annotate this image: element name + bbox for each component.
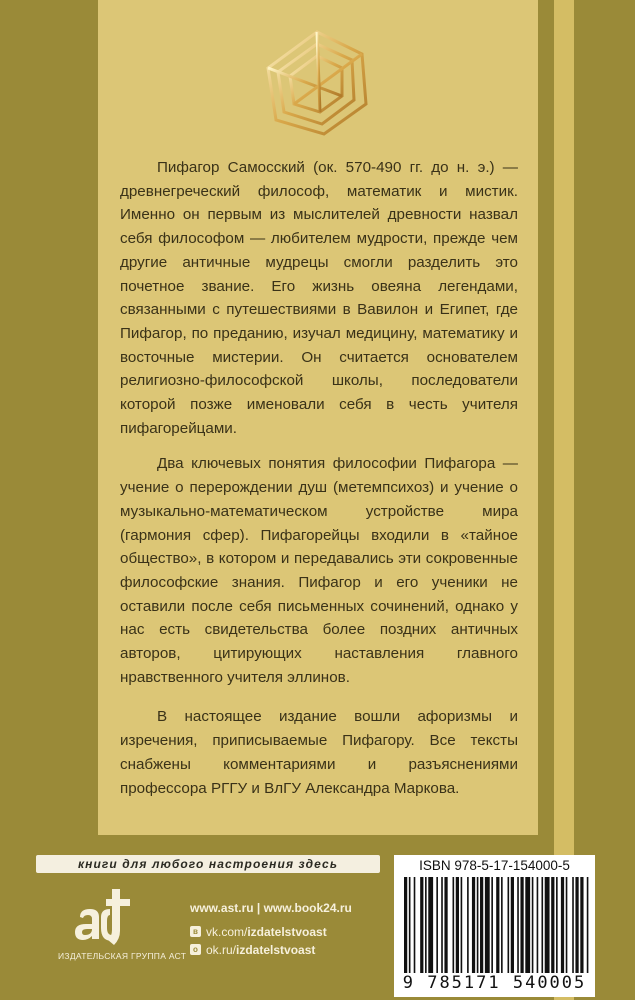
barcode-bar [472, 877, 475, 973]
barcode-bar [517, 877, 519, 973]
barcode-bar [444, 877, 447, 973]
barcode-bar [425, 877, 427, 973]
paragraph-edition: В настоящее издание вошли афоризмы и изречения, приписываемые Пифагору. Все тексты снабжены комментариями и разъяснениями профессора РГГУ и ВлГУ Александра Маркова. [120, 708, 518, 797]
barcode-bar [537, 877, 539, 973]
ok-link[interactable]: о ok.ru/izdatelstvoast [190, 943, 315, 957]
barcode-bar [541, 877, 543, 973]
website-links[interactable]: www.ast.ru | www.book24.ru [190, 901, 352, 915]
barcode-bar [409, 877, 411, 973]
barcode-bar [511, 877, 514, 973]
barcode-bar [551, 877, 554, 973]
barcode-number: 9 785171 540005 [402, 973, 587, 993]
barcode-bar [453, 877, 455, 973]
barcode-bars [404, 877, 590, 973]
barcode-bar [572, 877, 574, 973]
barcode-bar [556, 877, 558, 973]
slogan-bar: книги для любого настроения здесь [36, 855, 380, 873]
barcode-bar [580, 877, 583, 973]
ok-icon: о [190, 944, 201, 955]
barcode-bar [561, 877, 564, 973]
barcode-bar [525, 877, 530, 973]
barcode-bar [428, 877, 433, 973]
barcode-bar [575, 877, 578, 973]
barcode-bar [404, 877, 407, 973]
vk-link[interactable]: в vk.com/izdatelstvoast [190, 925, 327, 939]
barcode-bar [414, 877, 416, 973]
geometric-emblem-icon [262, 28, 372, 138]
barcode-bar [485, 877, 490, 973]
publisher-caption: ИЗДАТЕЛЬСКАЯ ГРУППА АСТ [58, 951, 187, 961]
barcode-bar [532, 877, 534, 973]
barcode-bar [491, 877, 493, 973]
barcode-bar [477, 877, 479, 973]
paragraph-bio: Пифагор Самосский (ок. 570-490 гг. до н. э.) — древнегреческий философ, математик и мистик. Именно он первым из мыслителей древности назвал себя философом — любителем мудрости, прежде чем другие античные мудрецы смогли разделить это почетное звание. Его жизнь овеяна легендами, связанными с путешествиями в Вавилон и Египет, где Пифагор, по преданию, изучал медицину, математику и восточные мистерии. Он считается основателем религиозно-философской школы, последователи которой позже именовали себя в честь учителя пифагорейцами. [120, 159, 518, 437]
barcode-bar [566, 877, 568, 973]
vk-icon: в [190, 926, 201, 937]
barcode-bar [508, 877, 510, 973]
barcode-bar [456, 877, 459, 973]
barcode-bar [480, 877, 483, 973]
barcode-box [394, 855, 595, 997]
footer [0, 848, 635, 1000]
description-text [120, 156, 518, 800]
paragraph-concepts: Два ключевых понятия философии Пифагора — учение о перерождении душ (метемпсихоз) и учение о музыкально-математическом устройстве мира (гармония сфер). Пифагорейцы входили в «тайное общество», в котором и передавались эти сокровенные философские знания. Пифагор и его ученики не оставили после себя письменных сочинений, однако у нас есть свидетельства более поздних античных авторов, цитирующих наставления главного нравственного учителя эллинов. [120, 455, 518, 686]
isbn-label: ISBN 978-5-17-154000-5 [419, 858, 570, 873]
barcode-bar [467, 877, 469, 973]
barcode-bar [501, 877, 503, 973]
barcode-bar [520, 877, 523, 973]
barcode-bar [441, 877, 443, 973]
barcode-bar [420, 877, 423, 973]
barcode-bar [587, 877, 589, 973]
barcode-bar [545, 877, 550, 973]
barcode-bar [461, 877, 463, 973]
ast-logo-icon [68, 883, 148, 951]
barcode-bar [496, 877, 499, 973]
barcode-bar [436, 877, 438, 973]
